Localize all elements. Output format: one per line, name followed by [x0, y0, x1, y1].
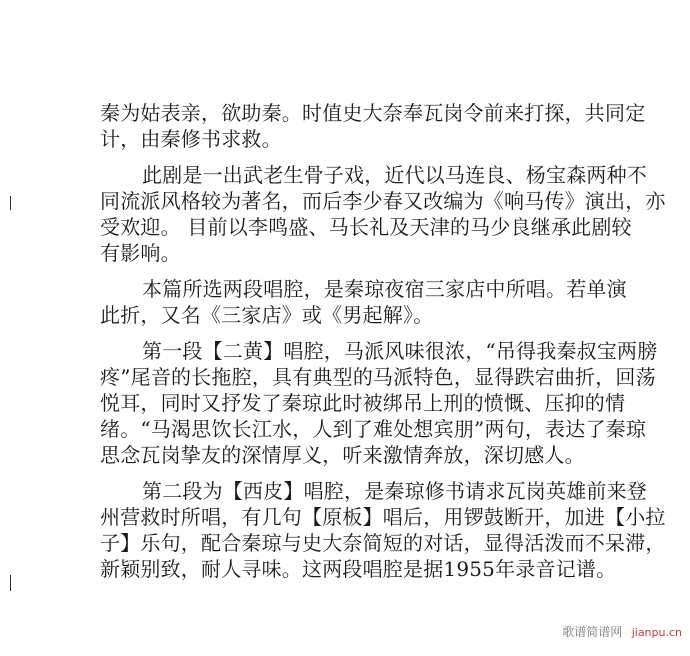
paragraph-line: 州营救时所唱，有几句【原板】唱后，用锣鼓断开，加进【小拉 [100, 505, 666, 529]
paragraph-line: 本篇所选两段唱腔，是秦琼夜宿三家店中所唱。若单演 [142, 277, 627, 301]
margin-mark-2 [10, 575, 11, 591]
paragraph-line: 同流派风格较为著名，而后李少春又改编为《响马传》演出，亦 [100, 189, 666, 213]
paragraph-line: 疼”尾音的长拖腔，具有典型的马派特色，显得跌宕曲折，回荡 [100, 365, 656, 389]
paragraph-line: 新颖别致，耐人寻味。这两段唱腔是据1955年录音记谱。 [100, 557, 617, 581]
paragraph-line: 绪。“马渴思饮长江水，人到了难处想宾朋”两句，表达了秦琼 [100, 417, 647, 441]
watermark-en: jianpu.cn [631, 626, 682, 639]
footer [0, 618, 690, 656]
paragraph-line: 思念瓦岗挚友的深情厚义，听来激情奔放，深切感人。 [100, 443, 585, 467]
paragraph-line: 第二段为【西皮】唱腔，是秦琼修书请求瓦岗英雄前来登 [142, 479, 647, 503]
watermark-cn: 歌谱简谱网 [562, 625, 623, 639]
paragraph-line: 此折，又名《三家店》或《男起解》。 [100, 303, 434, 327]
paragraph-line: 悦耳，同时又抒发了秦琼此时被绑吊上刑的愤慨、压抑的情 [100, 391, 626, 415]
body-text [100, 100, 665, 582]
paragraph-line: 有影响。 [100, 241, 181, 265]
paragraph-line: 秦为姑表亲，欲助秦。时值史大奈奉瓦岗令前来打探，共同定 [100, 101, 646, 125]
paragraph-line: 此剧是一出武老生骨子戏，近代以马连良、杨宝森两种不 [142, 163, 647, 187]
margin-mark-1 [10, 196, 11, 210]
paragraph-line: 受欢迎。 目前以李鸣盛、马长礼及天津的马少良继承此剧较 [100, 215, 632, 239]
paragraph-line: 第一段【二黄】唱腔，马派风味很浓，“吊得我秦叔宝两膀 [142, 339, 658, 363]
paragraph-line: 子】乐句，配合秦琼与史大奈简短的对话，显得活泼而不呆滞， [100, 531, 666, 555]
watermark [562, 623, 682, 640]
paragraph-line: 计，由秦修书求救。 [100, 127, 282, 151]
